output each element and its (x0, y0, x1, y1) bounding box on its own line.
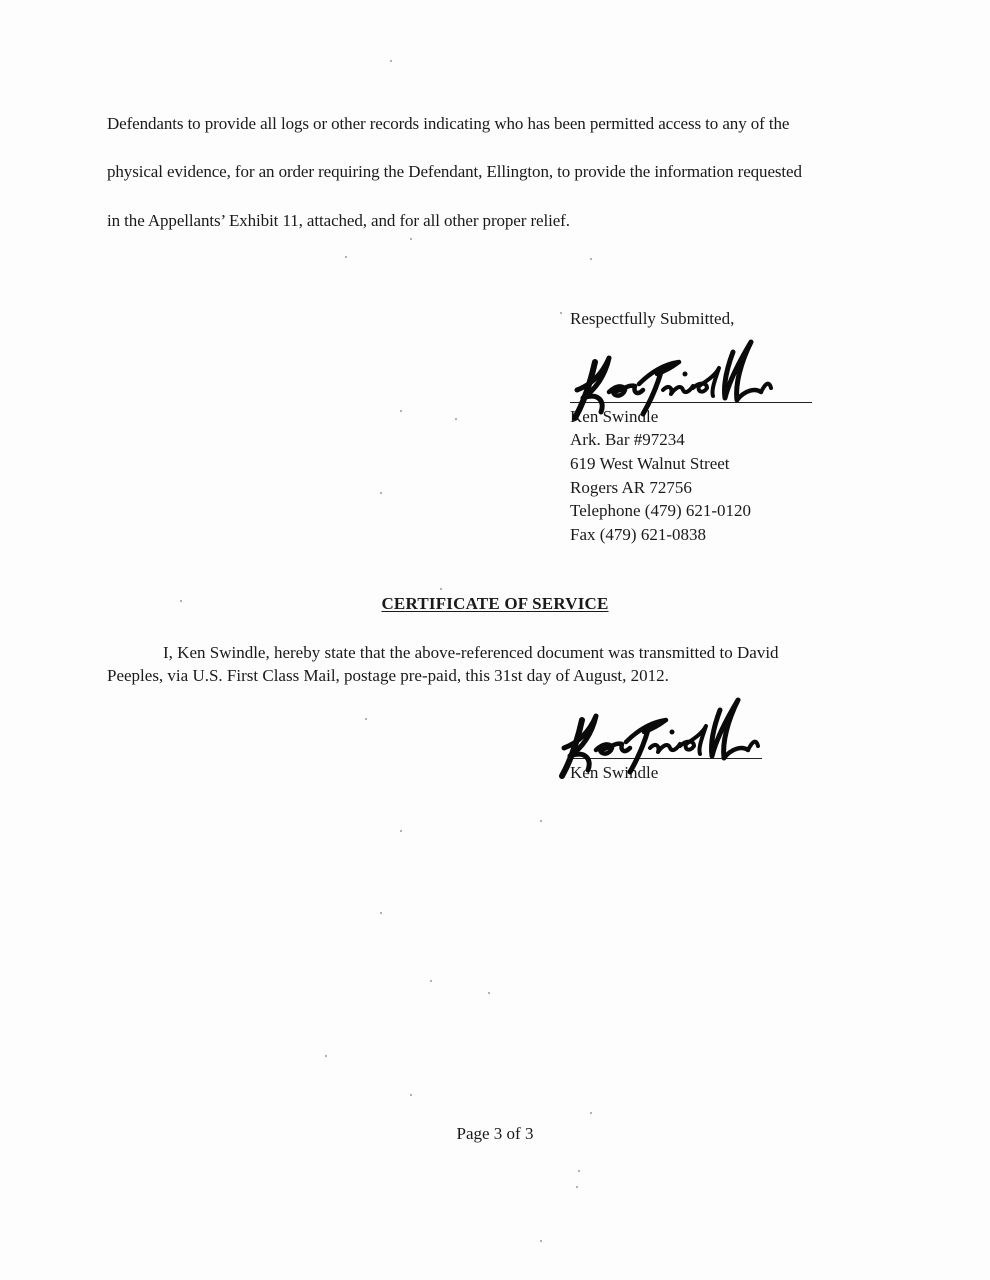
telephone-number: Telephone (479) 621-0120 (570, 501, 752, 520)
certificate-line-2: Peeples, via U.S. First Class Mail, postage pre-paid, this 31st day of August, 2012. (107, 666, 669, 685)
body-line-1: Defendants to provide all logs or other records indicating who has been permitted access to any of the (107, 114, 790, 133)
certificate-heading: CERTIFICATE OF SERVICE (381, 594, 609, 613)
scan-speck (440, 588, 442, 590)
street-address: 619 West Walnut Street (570, 454, 730, 473)
scan-speck (325, 1055, 327, 1057)
scan-speck (590, 1112, 592, 1114)
page-number: Page 3 of 3 (456, 1124, 534, 1143)
certificate-signer-name: Ken Swindle (570, 763, 659, 782)
scan-speck (365, 718, 367, 720)
scan-speck (345, 256, 347, 258)
scan-speck (410, 1094, 412, 1096)
body-line-3: in the Appellants’ Exhibit 11, attached, and for all other proper relief. (107, 211, 570, 230)
scan-speck (380, 492, 382, 494)
scan-speck (576, 1186, 578, 1188)
handwritten-signature-1 (565, 332, 785, 422)
scan-speck (400, 410, 402, 412)
scan-speck (578, 1170, 580, 1172)
scan-speck (540, 1240, 542, 1242)
fax-number: Fax (479) 621-0838 (570, 525, 706, 544)
handwritten-signature-2 (552, 696, 772, 780)
scan-speck (590, 258, 592, 260)
scan-speck (540, 820, 542, 822)
body-line-2: physical evidence, for an order requiring the Defendant, Ellington, to provide the information requested (107, 162, 802, 181)
scan-speck (180, 600, 182, 602)
closing-text: Respectfully Submitted, (570, 309, 735, 328)
scan-speck (455, 418, 457, 420)
scan-speck (560, 312, 562, 314)
scan-speck (390, 60, 392, 62)
scan-speck (410, 238, 412, 240)
certificate-line-1: I, Ken Swindle, hereby state that the above-referenced document was transmitted to David (163, 643, 779, 662)
scan-speck (400, 830, 402, 832)
city-state-zip: Rogers AR 72756 (570, 478, 692, 497)
attorney-name: Ken Swindle (570, 407, 659, 426)
bar-number: Ark. Bar #97234 (570, 430, 685, 449)
scan-speck (380, 912, 382, 914)
scan-speck (430, 980, 432, 982)
scan-speck (488, 992, 490, 994)
